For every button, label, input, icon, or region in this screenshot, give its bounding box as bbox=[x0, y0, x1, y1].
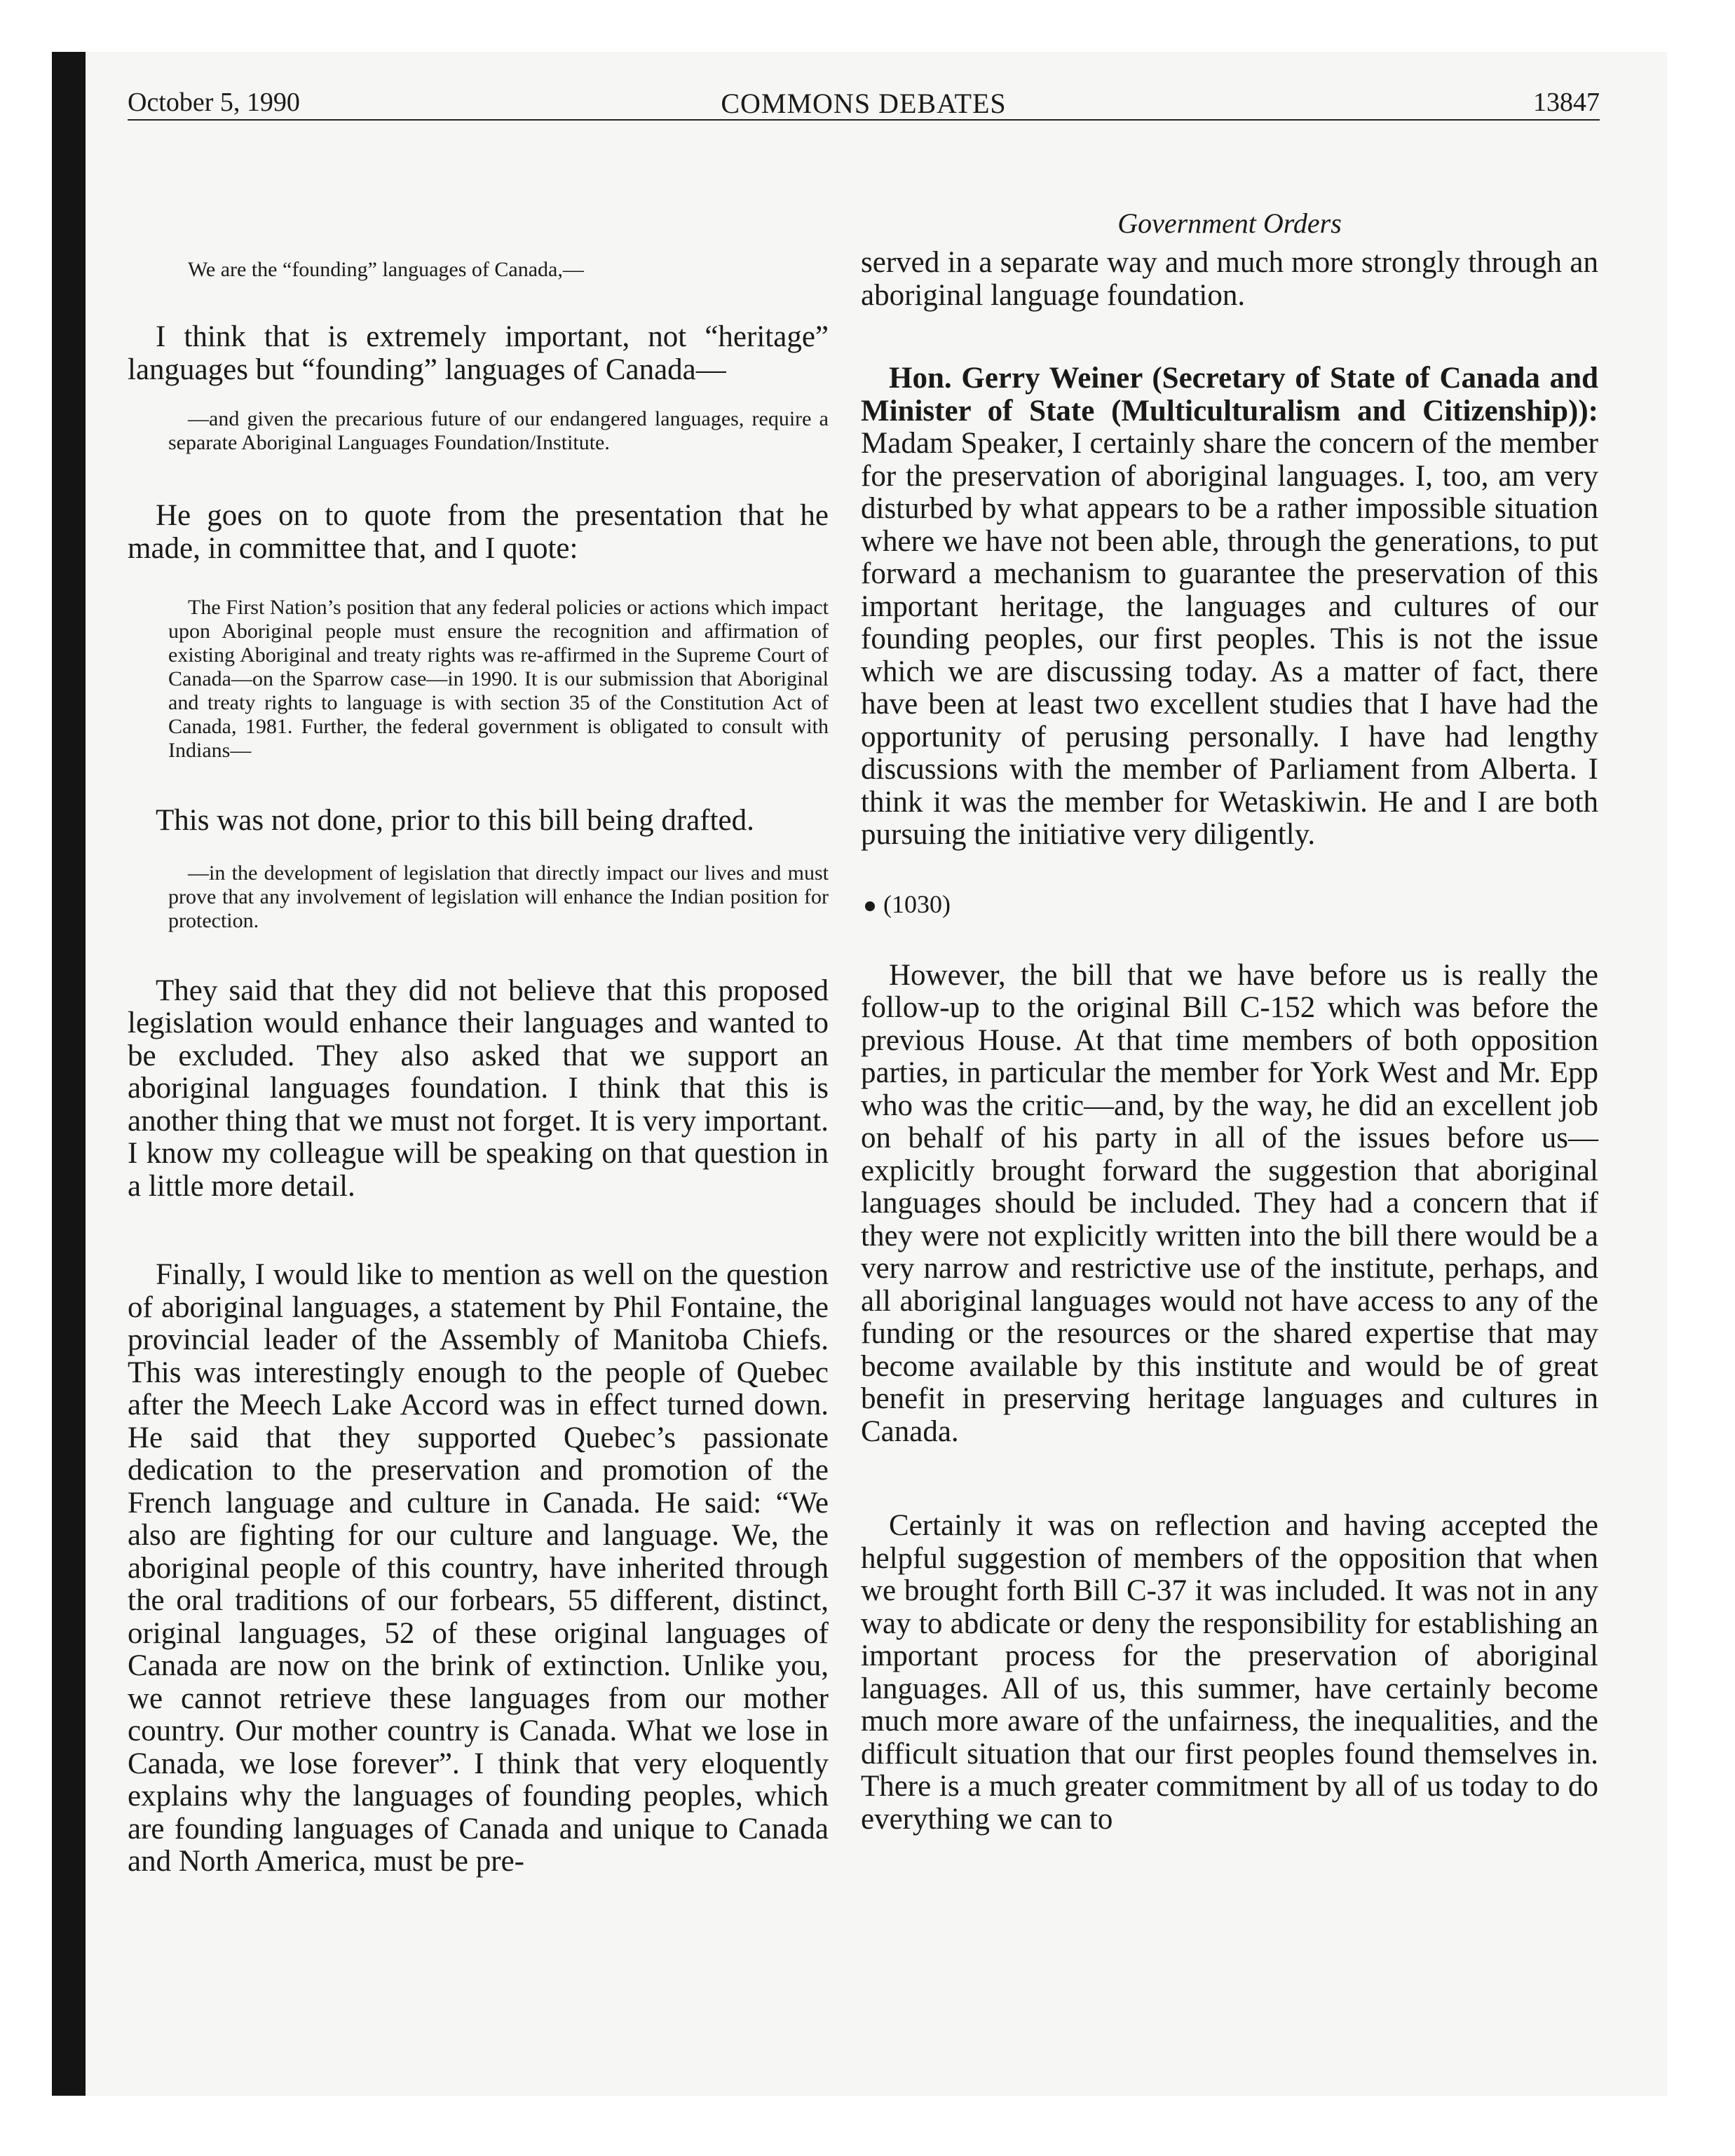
paragraph: served in a separate way and much more strongly through an aboriginal language foundation. bbox=[861, 246, 1598, 312]
left-column bbox=[128, 156, 829, 1878]
paragraph: However, the bill that we have before us is really the follow-up to the original Bill C-152 which was before the previous House. At that time members of both opposition parties, in particular the member for York West and Mr. Epp who was the critic—and, by the way, he did an excellent job on behalf of his party in all of the issues before us—explicitly brought forward the suggestion that aboriginal languages should be included. They had a concern that if they were not explicitly written into the bill there would be a very narrow and restrictive use of the institute, perhaps, and all aboriginal languages would not have access to any of the funding or the resources or the shared expertise that may become available by this institute and would be of great benefit in preserving heritage languages and cultures in Canada. bbox=[861, 958, 1598, 1448]
paragraph: This was not done, prior to this bill being drafted. bbox=[156, 804, 754, 837]
paragraph: He goes on to quote from the presentation that he made, in committee that, and I quote: bbox=[128, 499, 829, 565]
header-date: October 5, 1990 bbox=[128, 88, 300, 117]
speech-text: Madam Speaker, I certainly share the concern of the member for the preservation of aboriginal languages. I, too, am very disturbed by what appears to be a rather impossible situation where we have not been able, through the generations, to put forward a mechanism to guarantee the preservation of this important heritage, the languages and cultures of our founding peoples, our first peoples. This is not the issue which we are discussing today. As a matter of fact, there have been at least two excellent studies that I have had the opportunity of perusing personally. I have had lengthy discussions with the member of Parliament from Alberta. I think it was the member for Wetaskiwin. He and I are both pursuing the initiative very diligently. bbox=[861, 427, 1598, 851]
section-title: Government Orders bbox=[1117, 207, 1342, 239]
bullet-icon bbox=[865, 901, 875, 911]
right-column bbox=[861, 156, 1598, 1836]
header-publication: COMMONS DEBATES bbox=[721, 88, 1007, 119]
block-quote: —in the development of legislation that directly impact our lives and must prove that any involvement of legislation will enhance the Indian position for protection. bbox=[168, 861, 829, 932]
binding-edge bbox=[52, 52, 86, 2096]
paragraph: I think that is extremely important, not “heritage” languages but “founding” languages of Canada— bbox=[128, 320, 829, 386]
paragraph: Certainly it was on reflection and having accepted the helpful suggestion of members of the opposition that when we brought forth Bill C-37 it was included. It was not in any way to abdicate or deny the responsibility for establishing an important process for the preservation of aboriginal languages. All of us, this summer, have certainly become much more aware of the unfairness, the inequalities, and the difficult situation that our first peoples found themselves in. There is a much greater commitment by all of us today to do everything we can to bbox=[861, 1509, 1598, 1836]
speaker-name: Hon. Gerry Weiner (Secretary of State of Canada and Minister of State (Multiculturalism and Citizenship)): bbox=[861, 362, 1598, 428]
speech-paragraph bbox=[861, 362, 1598, 852]
paragraph: They said that they did not believe that this proposed legislation would enhance their languages and wanted to be excluded. They also asked that we support an aboriginal languages foundation. I think that this is another thing that we must not forget. It is very important. I know my colleague will be speaking on that question in a little more detail. bbox=[128, 974, 829, 1203]
block-quote: We are the “founding” languages of Canada,— bbox=[188, 258, 584, 281]
block-quote: —and given the precarious future of our endangered languages, require a separate Aboriginal Languages Foundation/Institute. bbox=[168, 407, 829, 454]
page-header bbox=[128, 77, 1600, 121]
time-marker bbox=[865, 889, 1598, 919]
header-page-number: 13847 bbox=[1533, 88, 1600, 117]
paragraph: Finally, I would like to mention as well on the question of aboriginal languages, a statement by Phil Fontaine, the provincial leader of the Assembly of Manitoba Chiefs. This was interestingly enough to the people of Quebec after the Meech Lake Accord was in effect turned down. He said that they supported Quebec’s passionate dedication to the preservation and promotion of the French language and culture in Canada. He said: “We also are fighting for our culture and language. We, the aboriginal people of this country, have inherited through the oral traditions of our forbears, 55 different, distinct, original languages, 52 of these original languages of Canada are now on the brink of extinction. Unlike you, we cannot retrieve these languages from our mother country. Our mother country is Canada. What we lose in Canada, we lose forever”. I think that very eloquently explains why the languages of founding peoples, which are founding languages of Canada and unique to Canada and North America, must be pre- bbox=[128, 1258, 829, 1878]
block-quote: The First Nation’s position that any federal policies or actions which impact upon Aboriginal people must ensure the recognition and affirmation of existing Aboriginal and treaty rights was re-affirmed in the Supreme Court of Canada—on the Sparrow case—in 1990. It is our submission that Aboriginal and treaty rights to language is with section 35 of the Constitution Act of Canada, 1981. Further, the federal government is obligated to consult with Indians— bbox=[168, 596, 829, 762]
time-marker-text: (1030) bbox=[883, 889, 951, 918]
